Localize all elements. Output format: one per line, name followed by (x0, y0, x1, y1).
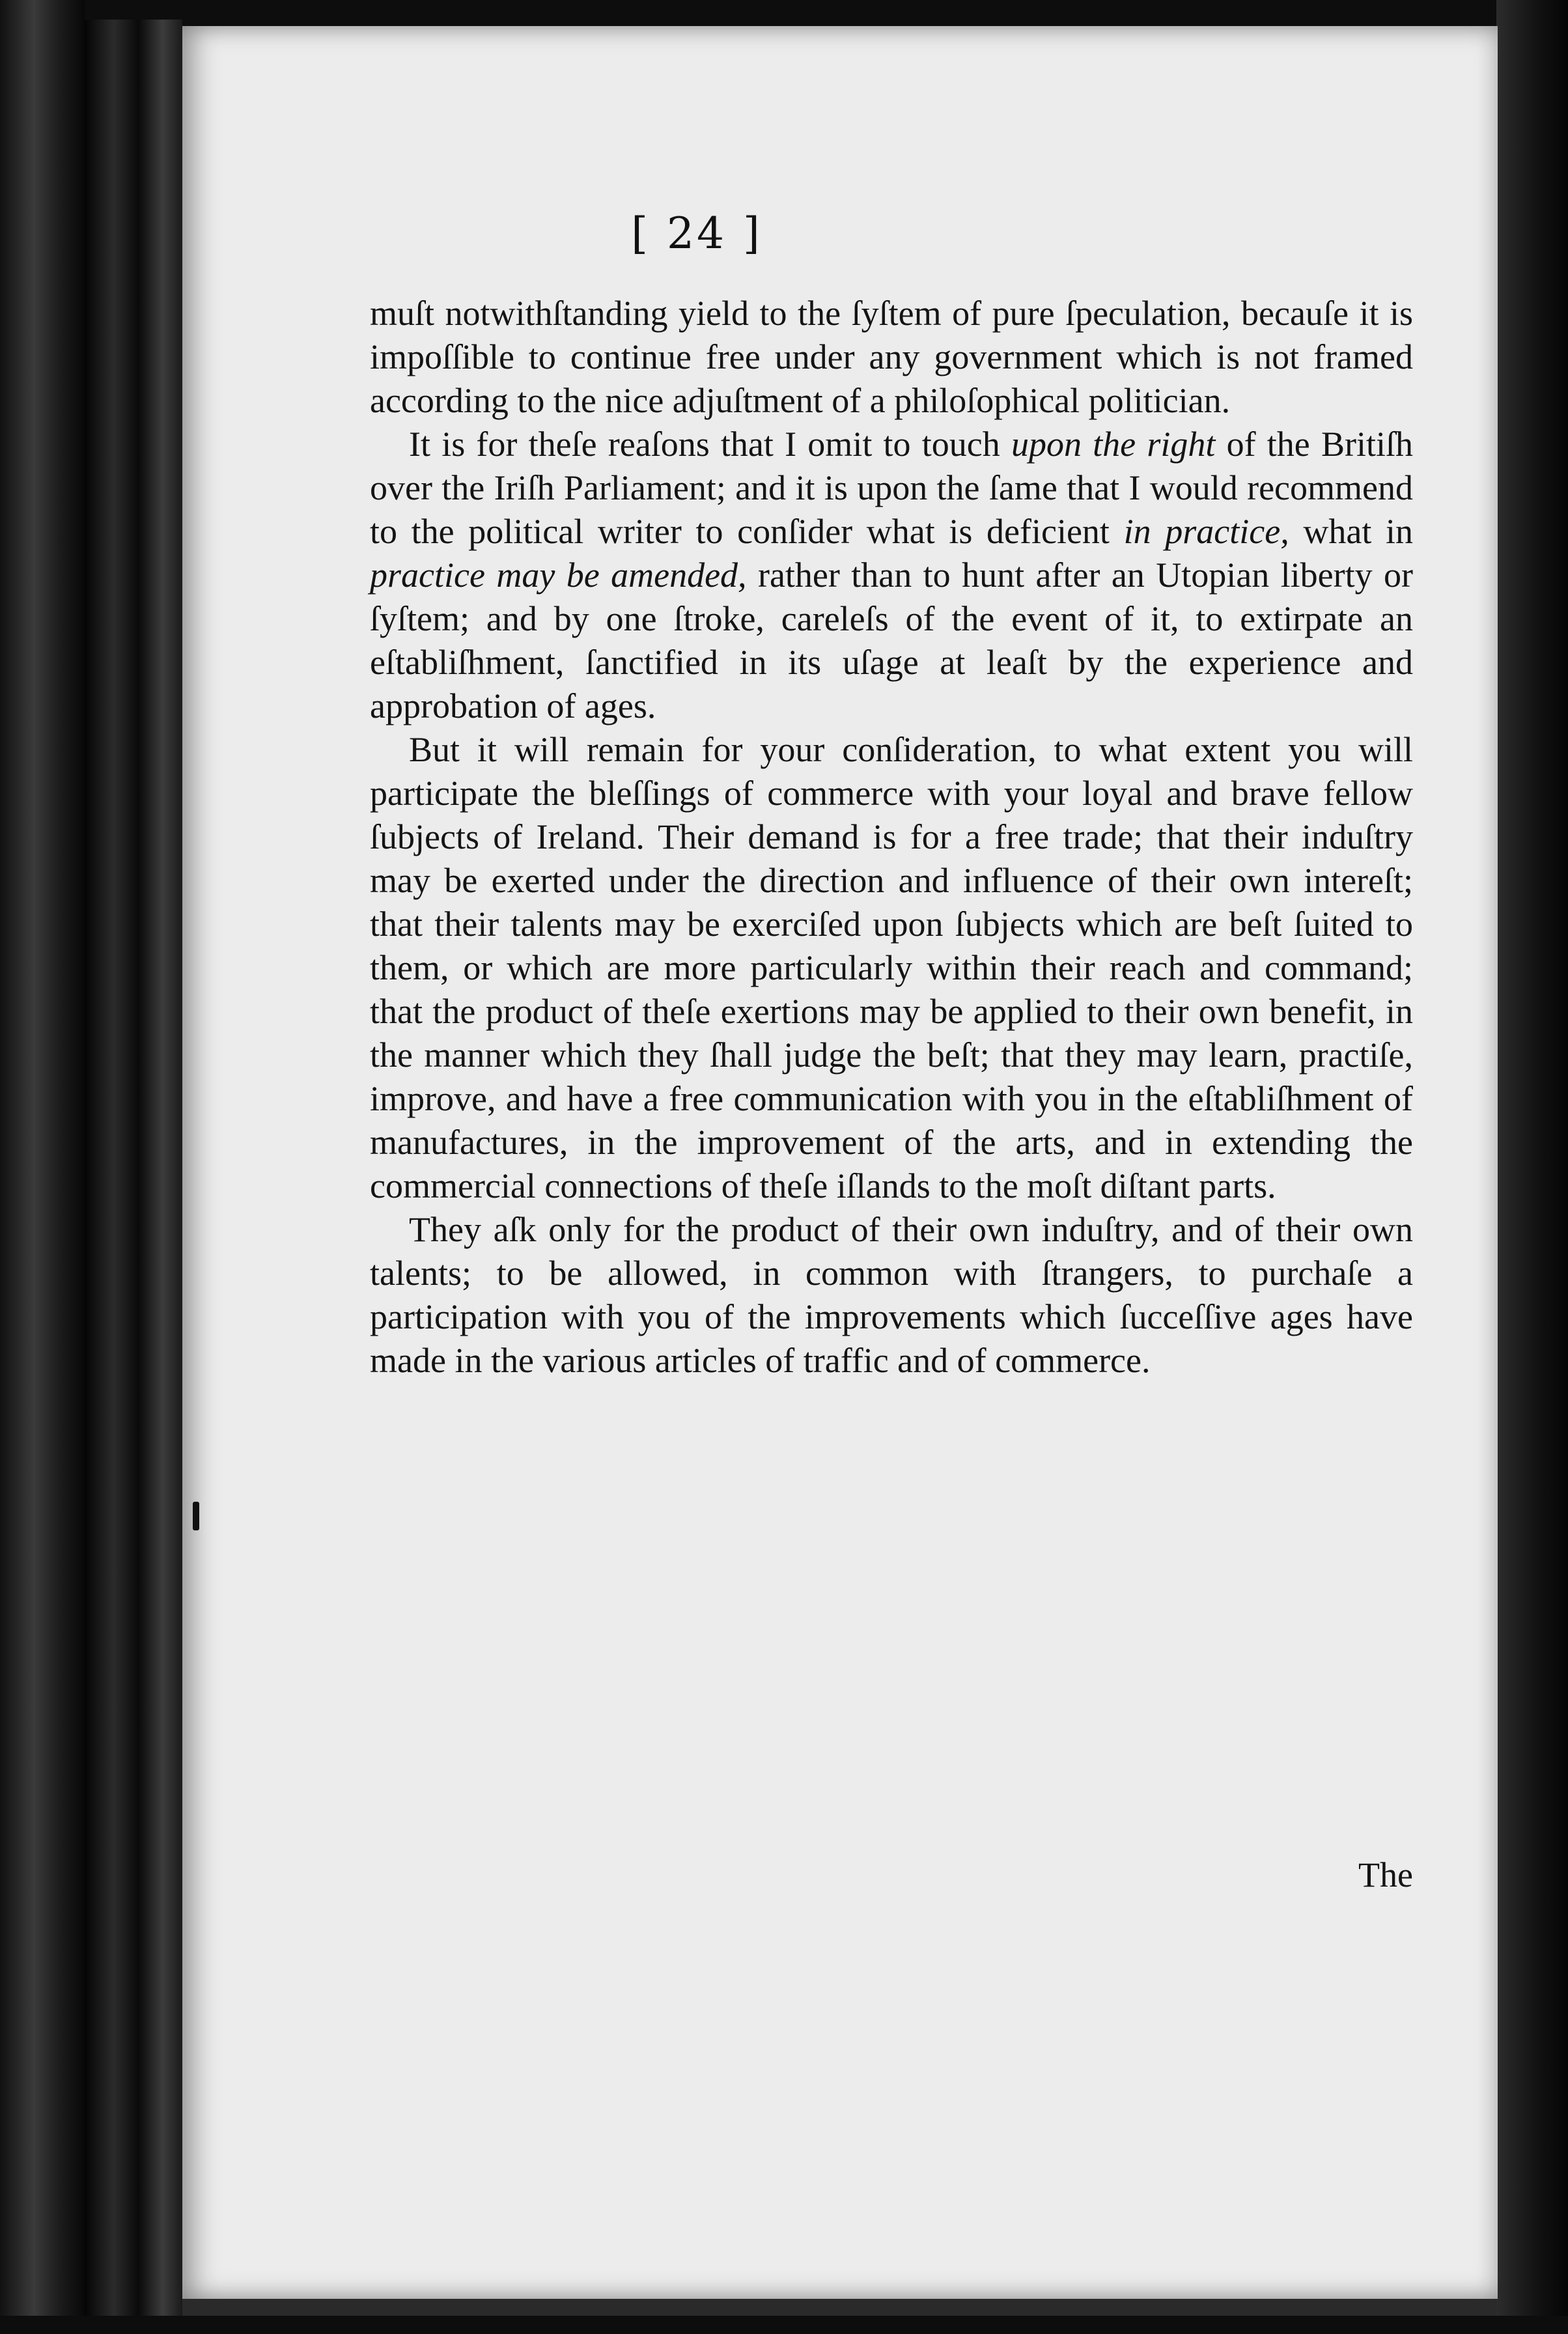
margin-ink-mark (193, 1502, 199, 1530)
book-spine (85, 20, 182, 2325)
text-run: It is for theſe reaſons that I omit to touch (409, 425, 1011, 464)
scan-top-edge (0, 0, 1568, 26)
scan-bottom-edge (0, 2316, 1568, 2334)
italic-phrase: upon the right (1011, 425, 1216, 464)
body-text (370, 292, 1413, 1383)
paragraph (370, 423, 1413, 728)
catchword: The (1358, 1855, 1413, 1894)
facing-page-edge (1496, 0, 1568, 2334)
book-binding (0, 0, 85, 2334)
paragraph (370, 292, 1413, 423)
paragraph (370, 1208, 1413, 1383)
text-run: rather than to hunt after an Utopian liberty or ſyſtem; and by one ſtroke, careleſs of the event of it, to extirpate an eſtabliſhment, ſanctified in its uſage at leaſt by the experience and approbation of ages. (370, 555, 1413, 725)
italic-phrase: practice may be amended, (370, 555, 747, 595)
text-run: They aſk only for the product of their own induſtry, and of their own talents; to be allowed, in common with ſtrangers, to purchaſe a participation with you of the improvements which ſucceſſive ages have made in the various articles of traffic and of commerce. (370, 1210, 1413, 1380)
paragraph (370, 728, 1413, 1208)
text-run: what in (1289, 512, 1413, 551)
text-run: of the Britiſh over the Iriſh Parliament; and it is upon the ſame that I would recommend to the political writer to conſider what is deficient (370, 425, 1414, 551)
text-run: muſt notwithſtanding yield to the ſyſtem of pure ſpeculation, becauſe it is impoſſible to continue free under any government which is not framed according to the nice adjuſtment of a philoſophical politician. (370, 294, 1413, 420)
text-run: But it will remain for your conſideration, to what extent you will participate the bleſſings of commerce with your loyal and brave fellow ſubjects of Ireland. Their demand is for a free trade; that their induſtry may be exerted under the direction and influence of their own intereſt; that their talents may be exerciſed upon ſubjects which are beſt ſuited to them, or which are more particularly within their reach and command; that the product of theſe exertions may be applied to their own benefit, in the manner which they ſhall judge the beſt; that they may learn, practiſe, improve, and have a free communication with you in the eſtabliſhment of manufactures, in the improvement of the arts, and in extending the commercial connections of theſe iſlands to the moſt diſtant parts. (370, 730, 1413, 1205)
page-number: [ 24 ] (631, 208, 763, 259)
italic-phrase: in practice, (1123, 512, 1289, 551)
